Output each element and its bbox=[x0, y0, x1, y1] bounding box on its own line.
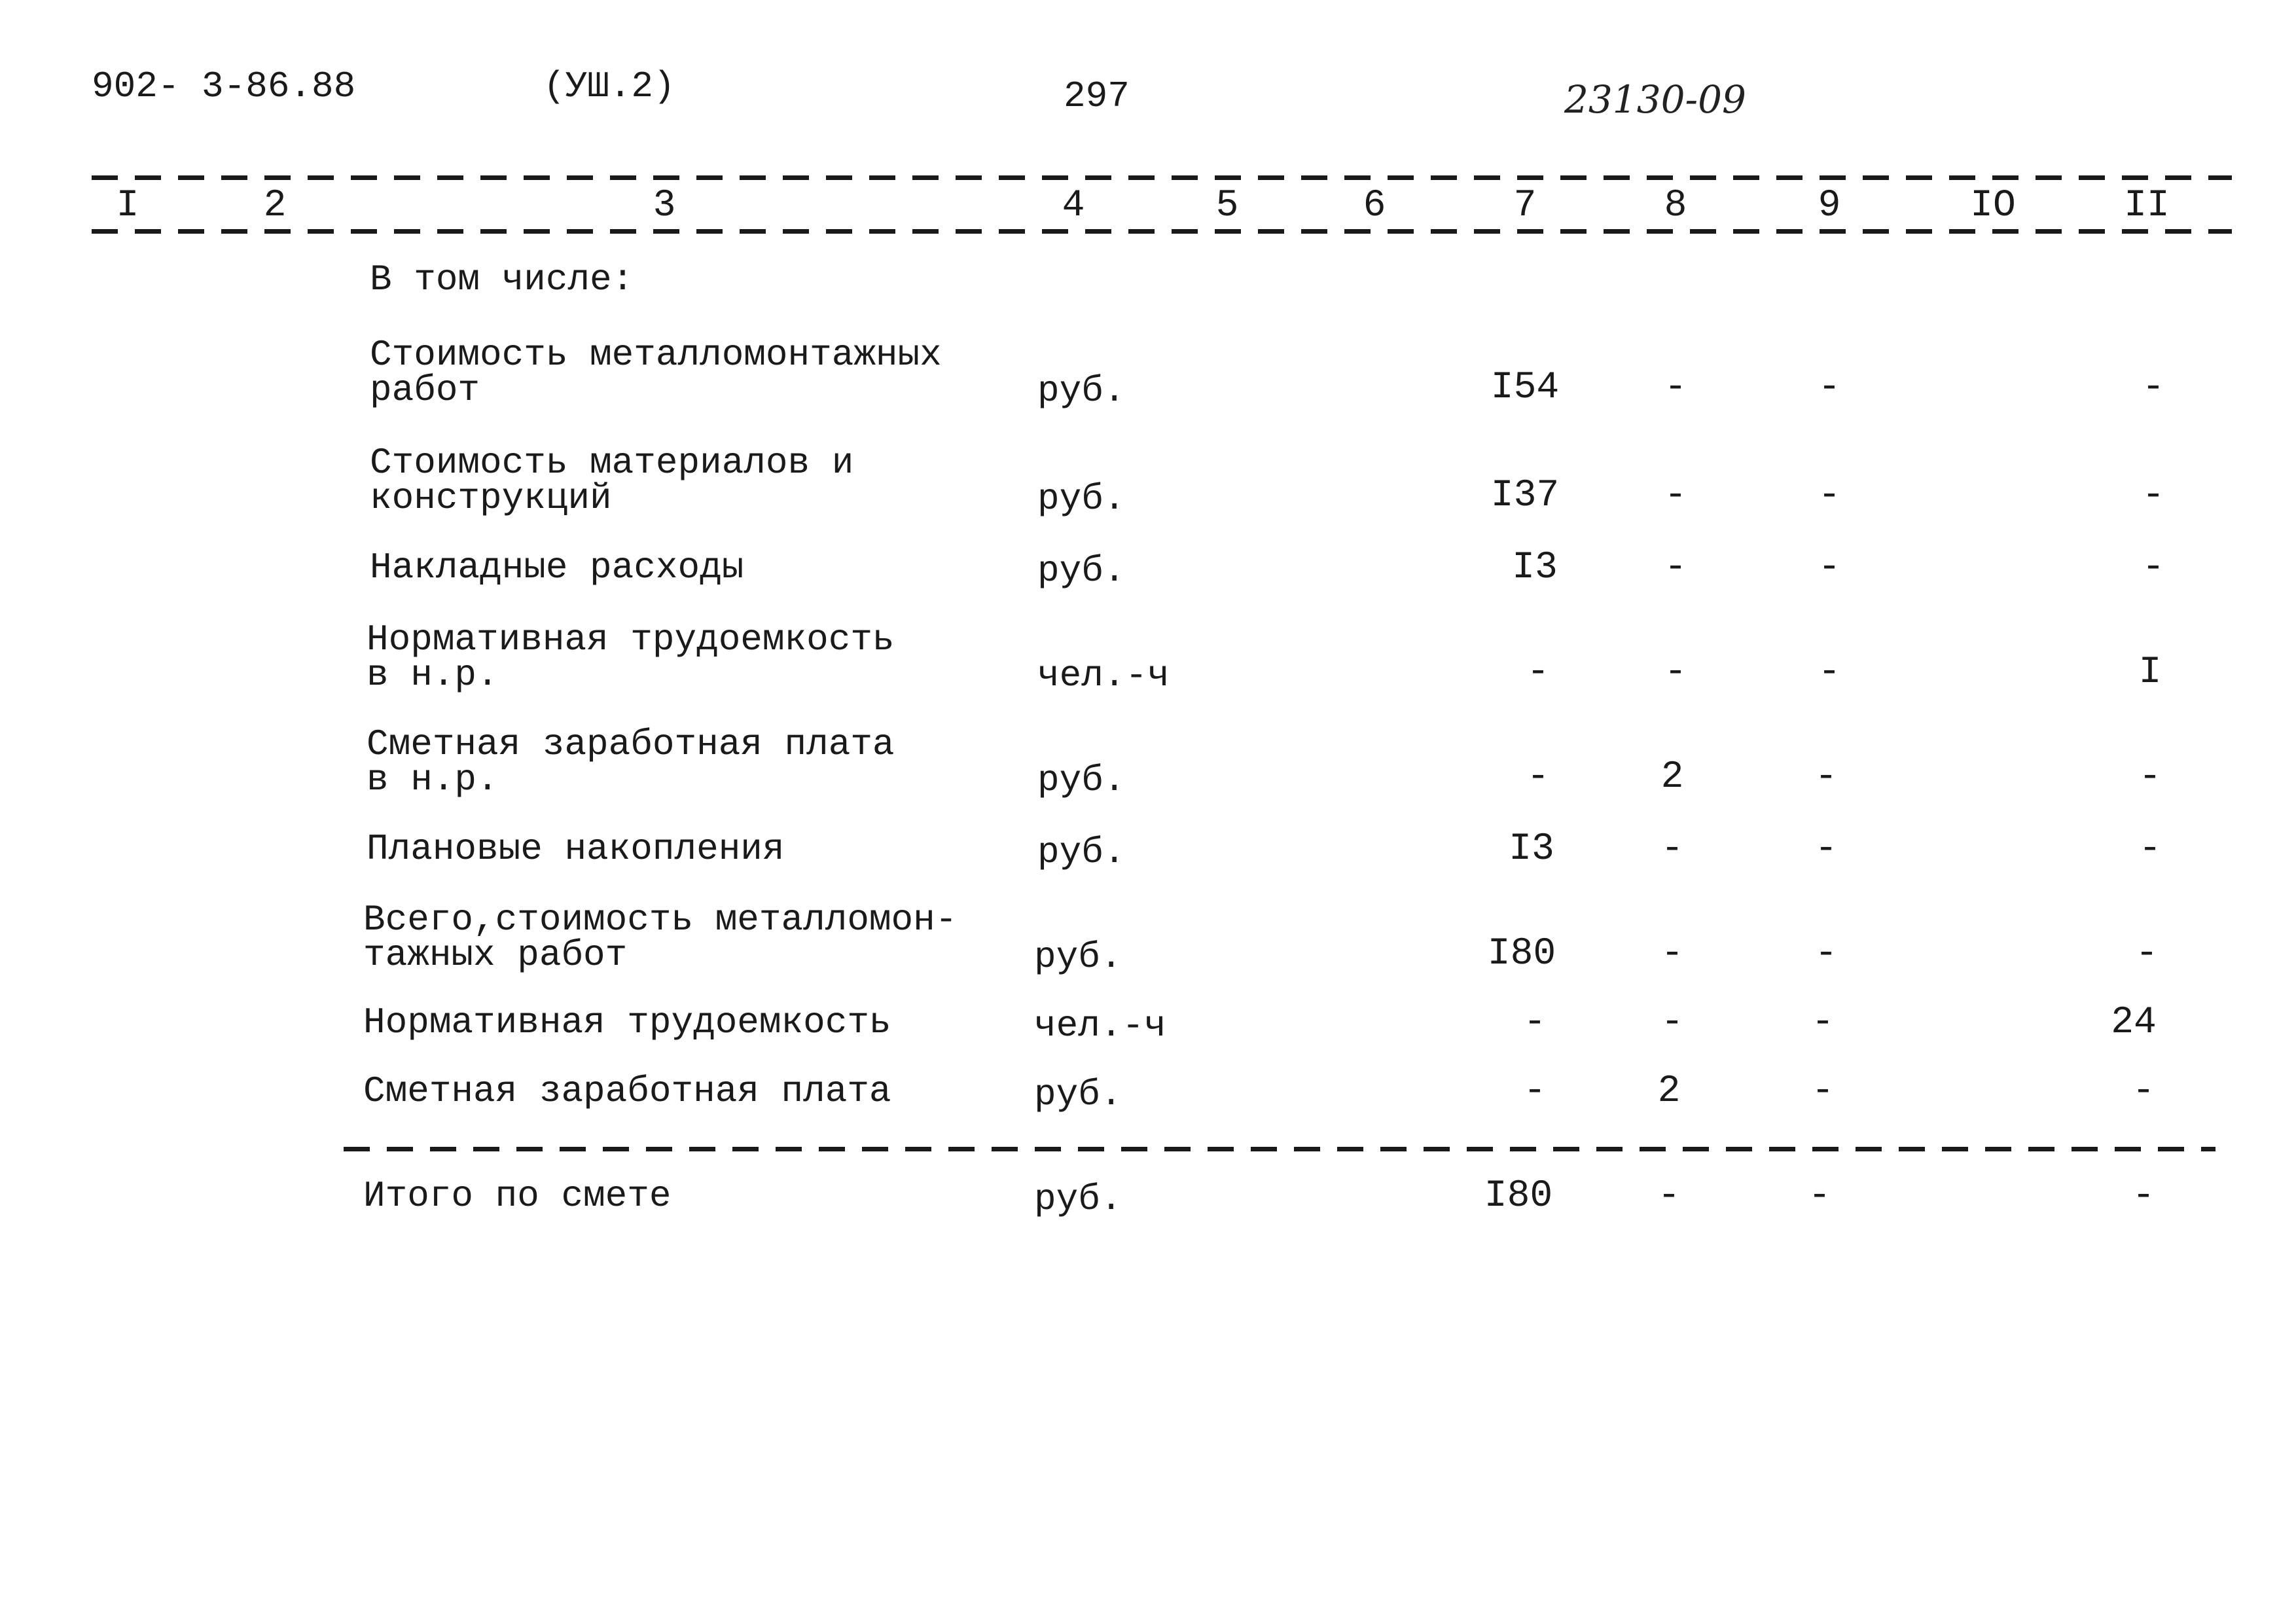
total-separator-rule bbox=[344, 1147, 2215, 1151]
row-col9: - bbox=[1814, 756, 1838, 799]
row-unit: руб. bbox=[1037, 478, 1126, 520]
row-col8: - bbox=[1660, 828, 1684, 871]
column-number-6: 6 bbox=[1363, 185, 1386, 227]
row-col11: - bbox=[2138, 828, 2162, 871]
row-col8: - bbox=[1664, 367, 1687, 409]
column-number-8: 8 bbox=[1664, 185, 1687, 227]
header-bottom-rule bbox=[92, 229, 2232, 234]
row-unit: руб. bbox=[1037, 550, 1126, 592]
row-col11: - bbox=[2132, 1070, 2155, 1113]
column-number-5: 5 bbox=[1215, 185, 1239, 227]
row-col9: - bbox=[1814, 828, 1838, 871]
row-col9: - bbox=[1811, 1070, 1835, 1113]
row-col8: 2 bbox=[1657, 1070, 1681, 1113]
row-label: Стоимость металломонтажных работ bbox=[370, 334, 942, 411]
header-top-rule bbox=[92, 175, 2232, 180]
total-unit: руб. bbox=[1034, 1178, 1122, 1220]
row-col8: - bbox=[1664, 475, 1687, 517]
column-number-4: 4 bbox=[1062, 185, 1085, 227]
row-col7: I3 bbox=[1509, 828, 1554, 871]
column-number-1: I bbox=[116, 185, 139, 227]
column-number-11: II bbox=[2124, 185, 2170, 227]
row-col8: 2 bbox=[1660, 756, 1684, 799]
row-unit: руб. bbox=[1037, 370, 1126, 412]
row-col8: - bbox=[1664, 547, 1687, 589]
row-label: Накладные расходы bbox=[370, 547, 744, 588]
row-col9: - bbox=[1814, 933, 1838, 975]
row-unit: руб. bbox=[1034, 936, 1122, 978]
column-number-10: IO bbox=[1970, 185, 2016, 227]
row-col11: 24 bbox=[2111, 1001, 2157, 1044]
row-col9: - bbox=[1818, 651, 1841, 694]
intro-label: В том числе: bbox=[370, 259, 634, 300]
column-number-3: 3 bbox=[653, 185, 676, 227]
row-col7: - bbox=[1523, 1070, 1547, 1113]
total-col8: - bbox=[1657, 1175, 1681, 1218]
row-unit: руб. bbox=[1037, 831, 1126, 873]
row-col9: - bbox=[1818, 475, 1841, 517]
row-col8: - bbox=[1664, 651, 1687, 694]
row-col7: I37 bbox=[1490, 475, 1560, 517]
row-col8: - bbox=[1660, 933, 1684, 975]
row-col11: - bbox=[2135, 933, 2159, 975]
page-number: 297 bbox=[1064, 75, 1130, 117]
row-col11: - bbox=[2142, 367, 2165, 409]
row-col9: - bbox=[1818, 367, 1841, 409]
total-label: Итого по смете bbox=[363, 1175, 672, 1217]
total-col9: - bbox=[1808, 1175, 1831, 1218]
row-label: Стоимость материалов и конструкций bbox=[370, 442, 854, 519]
row-col7: I80 bbox=[1487, 933, 1556, 975]
section-code: (УШ.2) bbox=[543, 65, 675, 107]
total-col7: I80 bbox=[1484, 1175, 1553, 1218]
row-col11: I bbox=[2138, 651, 2162, 694]
row-col7: - bbox=[1526, 756, 1550, 799]
row-col7: I3 bbox=[1512, 547, 1558, 589]
document-code: 902- 3-86.88 bbox=[92, 65, 356, 107]
total-col11: - bbox=[2132, 1175, 2155, 1218]
row-col7: - bbox=[1526, 651, 1550, 694]
row-unit: чел.-ч bbox=[1034, 1005, 1166, 1047]
row-label: Сметная заработная плата bbox=[363, 1070, 891, 1112]
row-unit: чел.-ч bbox=[1037, 655, 1170, 696]
row-label: Всего,стоимость металломон- тажных работ bbox=[363, 899, 958, 976]
row-col9: - bbox=[1811, 1001, 1835, 1044]
row-label: Сметная заработная плата в н.р. bbox=[367, 723, 895, 801]
row-unit: руб. bbox=[1037, 759, 1126, 801]
row-label: Плановые накопления bbox=[367, 828, 785, 870]
row-col11: - bbox=[2142, 547, 2165, 589]
row-unit: руб. bbox=[1034, 1074, 1122, 1115]
row-col8: - bbox=[1660, 1001, 1684, 1044]
row-col11: - bbox=[2138, 756, 2162, 799]
row-col9: - bbox=[1818, 547, 1841, 589]
row-label: Нормативная трудоемкость bbox=[363, 1001, 891, 1043]
row-col7: - bbox=[1523, 1001, 1547, 1044]
column-number-2: 2 bbox=[263, 185, 287, 227]
column-number-7: 7 bbox=[1513, 185, 1537, 227]
archive-number: 23130-09 bbox=[1564, 77, 1746, 122]
column-number-9: 9 bbox=[1818, 185, 1841, 227]
row-label: Нормативная трудоемкость в н.р. bbox=[367, 619, 895, 696]
row-col11: - bbox=[2142, 475, 2165, 517]
row-col7: I54 bbox=[1490, 367, 1560, 409]
